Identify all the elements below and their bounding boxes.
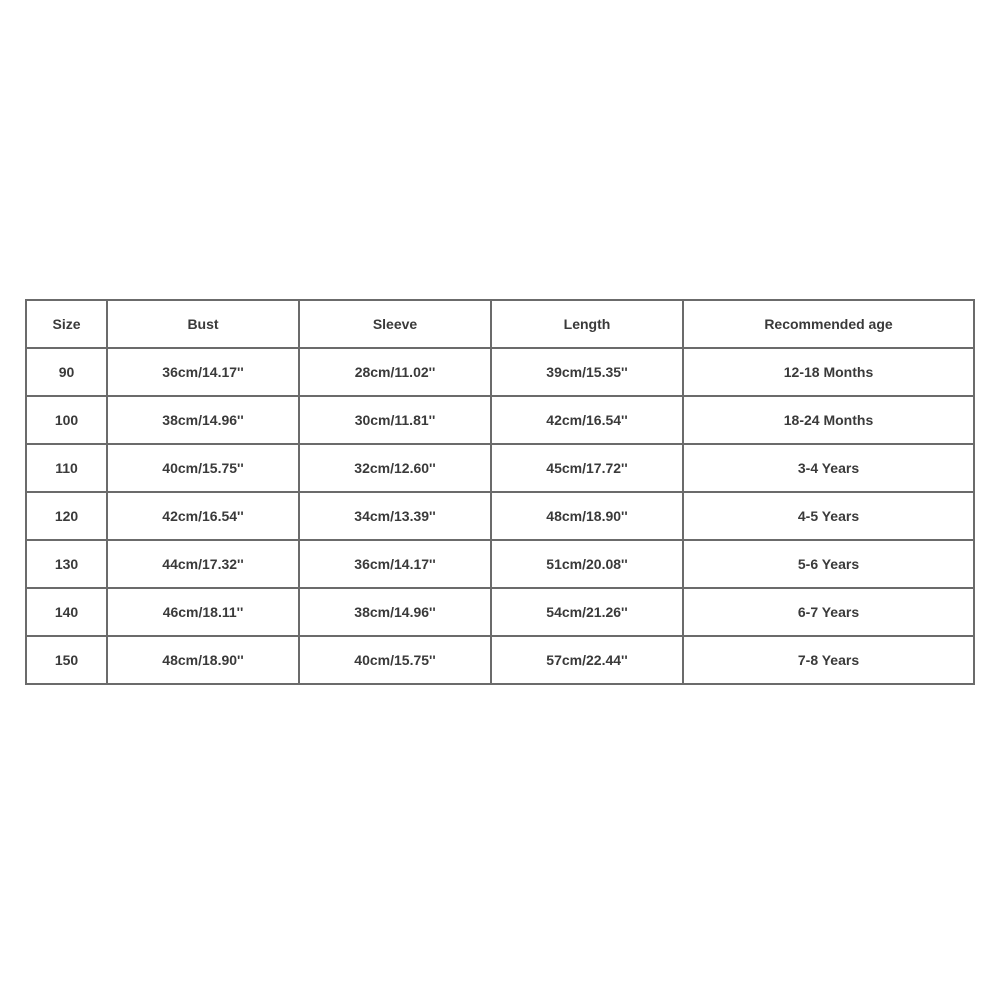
cell-length: 57cm/22.44''	[492, 637, 684, 685]
cell-size: 110	[27, 445, 108, 493]
table-row	[27, 349, 975, 397]
cell-size: 150	[27, 637, 108, 685]
cell-bust: 48cm/18.90''	[108, 637, 300, 685]
cell-recommended-age: 6-7 Years	[684, 589, 975, 637]
cell-recommended-age: 3-4 Years	[684, 445, 975, 493]
table-row	[27, 397, 975, 445]
table-row	[27, 493, 975, 541]
cell-length: 42cm/16.54''	[492, 397, 684, 445]
cell-bust: 36cm/14.17''	[108, 349, 300, 397]
cell-length: 51cm/20.08''	[492, 541, 684, 589]
table-row	[27, 637, 975, 685]
size-chart-table	[25, 299, 975, 685]
header-recommended-age: Recommended age	[684, 301, 975, 349]
cell-recommended-age: 7-8 Years	[684, 637, 975, 685]
table-row	[27, 589, 975, 637]
cell-length: 54cm/21.26''	[492, 589, 684, 637]
cell-bust: 38cm/14.96''	[108, 397, 300, 445]
cell-size: 140	[27, 589, 108, 637]
cell-bust: 44cm/17.32''	[108, 541, 300, 589]
cell-recommended-age: 12-18 Months	[684, 349, 975, 397]
cell-sleeve: 36cm/14.17''	[300, 541, 492, 589]
cell-size: 90	[27, 349, 108, 397]
cell-recommended-age: 18-24 Months	[684, 397, 975, 445]
table-row	[27, 541, 975, 589]
cell-sleeve: 28cm/11.02''	[300, 349, 492, 397]
cell-size: 120	[27, 493, 108, 541]
cell-sleeve: 40cm/15.75''	[300, 637, 492, 685]
header-sleeve: Sleeve	[300, 301, 492, 349]
cell-length: 39cm/15.35''	[492, 349, 684, 397]
cell-bust: 46cm/18.11''	[108, 589, 300, 637]
header-size: Size	[27, 301, 108, 349]
header-row	[27, 301, 975, 349]
cell-sleeve: 38cm/14.96''	[300, 589, 492, 637]
cell-bust: 40cm/15.75''	[108, 445, 300, 493]
cell-size: 130	[27, 541, 108, 589]
table-header	[27, 301, 975, 349]
cell-sleeve: 32cm/12.60''	[300, 445, 492, 493]
cell-length: 48cm/18.90''	[492, 493, 684, 541]
cell-sleeve: 34cm/13.39''	[300, 493, 492, 541]
cell-size: 100	[27, 397, 108, 445]
cell-recommended-age: 4-5 Years	[684, 493, 975, 541]
cell-bust: 42cm/16.54''	[108, 493, 300, 541]
table-row	[27, 445, 975, 493]
cell-sleeve: 30cm/11.81''	[300, 397, 492, 445]
header-bust: Bust	[108, 301, 300, 349]
table-body	[27, 349, 975, 685]
cell-recommended-age: 5-6 Years	[684, 541, 975, 589]
header-length: Length	[492, 301, 684, 349]
cell-length: 45cm/17.72''	[492, 445, 684, 493]
